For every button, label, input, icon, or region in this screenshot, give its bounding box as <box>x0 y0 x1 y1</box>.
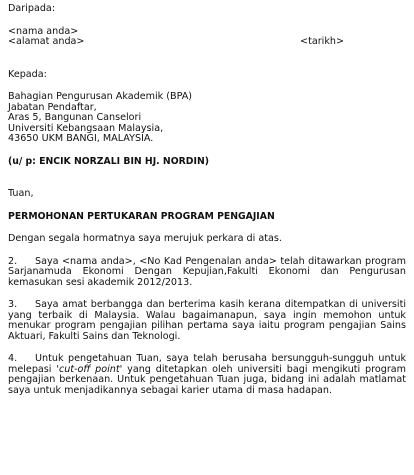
letter-subject: PERMOHONAN PERTUKARAN PROGRAM PENGAJIAN <box>8 210 275 222</box>
recipient-line: Jabatan Pendaftar, <box>8 101 97 113</box>
paragraph-number: 4. <box>8 353 18 364</box>
paragraph-text: Saya amat berbangga dan berterima kasih kerana ditempatkan di universiti yang terbaik di Malaysia. Walau bagaimanapun, saya ingin memohon untuk menukar program pengajian pilihan pertama saya iaitu program pengajian Sains Aktuari, Fakulti Sains dan Teknologi. <box>8 299 406 342</box>
salutation: Tuan, <box>8 188 34 199</box>
paragraph-2 <box>8 257 406 289</box>
recipient-label: Kepada: <box>8 68 47 80</box>
paragraph-text: yang ditetapkan oleh universiti bagi mengikuti program pengajian berkenaan. Untuk pengetahuan Tuan juga, bidang ini adalah matlamat saya untuk menjadikannya sebagai karier utama di masa hadapan. <box>8 363 407 396</box>
opening-sentence: Dengan segala hormatnya saya merujuk perkara di atas. <box>8 233 282 244</box>
sender-label: Daripada: <box>8 3 56 14</box>
sender-address-row <box>8 37 406 48</box>
recipient-line: Bahagian Pengurusan Akademik (BPA) <box>8 91 193 102</box>
sender-address: <alamat anda> <box>8 36 85 47</box>
paragraph-text: Saya <nama anda>, <No Kad Pengenalan anda> telah ditawarkan program Sarjanamuda Ekonomi Dengan Kepujian,Fakulti Ekonomi dan Pengurusan kemasukan sesi akademik 2012/2013. <box>8 255 406 288</box>
paragraph-4 <box>8 354 406 396</box>
recipient-line: 43650 UKM BANGI, MALAYSIA. <box>8 133 154 144</box>
paragraph-3 <box>8 300 406 342</box>
attention-line: (u/ p: ENCIK NORZALI BIN HJ. NORDIN) <box>8 155 209 167</box>
cut-off-point-term: 'cut-off point' <box>56 363 123 375</box>
letter-document <box>8 4 406 396</box>
recipient-line: Universiti Kebangsaan Malaysia, <box>8 122 164 134</box>
paragraph-text: Untuk pengetahuan Tuan, saya telah berusaha bersungguh-sungguh untuk melepasi <box>8 353 406 375</box>
paragraph-number: 3. <box>8 299 18 310</box>
sender-name: <nama anda> <box>8 25 79 37</box>
paragraph-number: 2. <box>8 255 18 267</box>
recipient-line: Aras 5, Bangunan Canselori <box>8 112 142 123</box>
letter-date: <tarikh> <box>300 36 344 47</box>
